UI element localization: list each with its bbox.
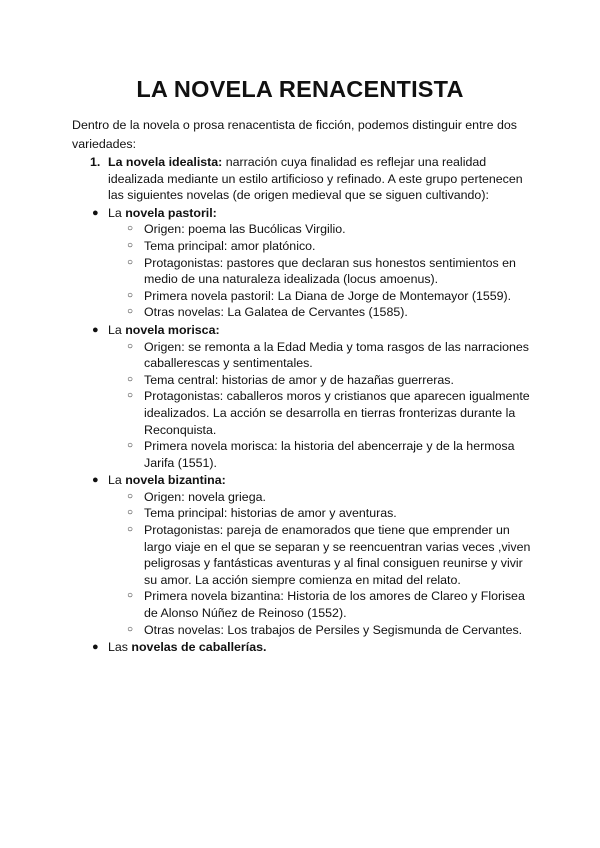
sub-list-item [72,339,532,372]
sub-list-item [72,622,532,639]
bullet-marker: ● [92,474,99,487]
bullet-label: novela bizantina: [125,473,226,488]
sub-item-text: Origen: se remonta a la Edad Media y toma rasgos de las narraciones caballerescas y sentimentales. [144,339,529,371]
sub-list-item [72,505,532,522]
sub-item-text: Otras novelas: La Galatea de Cervantes (1585). [144,305,408,320]
sub-list-item [72,304,532,321]
bullet-marker: ● [92,323,99,336]
circle-bullet-icon: ○ [127,623,134,635]
sub-list-item [72,372,532,389]
circle-bullet-icon: ○ [127,390,134,402]
sub-list-item [72,388,532,438]
bullet-list [72,205,532,656]
sub-list [108,339,532,472]
document-body [72,116,532,656]
intro-paragraph: Dentro de la novela o prosa renacentista de ficción, podemos distinguir entre dos variedades: [72,118,517,151]
sub-item-text: Protagonistas: pastores que declaran sus honestos sentimientos en medio de una naturaleza idealizada (locus amoenus). [144,255,516,287]
sub-list-item [72,238,532,255]
bullet-prefix: La [108,205,126,220]
number-marker: 1. [90,155,101,169]
circle-bullet-icon: ○ [127,289,134,301]
sub-item-text: Protagonistas: pareja de enamorados que tiene que emprender un largo viaje en el que se separan y se reencuentran varias veces ,viven peligrosas y fantásticas aventuras y al final consiguen reunirse y vivir su amor. La acción siempre comienza en mitad del relato. [144,523,531,587]
bullet-item [72,205,532,321]
circle-bullet-icon: ○ [127,223,134,235]
sub-list [108,489,532,638]
bullet-prefix: La [108,473,126,488]
sub-list-item [72,522,532,588]
bullet-marker: ● [92,206,99,219]
sub-item-text: Tema principal: historias de amor y aventuras. [144,506,397,521]
sub-list [108,221,532,321]
circle-bullet-icon: ○ [127,507,134,519]
sub-list-item [72,438,532,471]
circle-bullet-icon: ○ [127,490,134,502]
circle-bullet-icon: ○ [127,373,134,385]
sub-item-text: Origen: poema las Bucólicas Virgilio. [144,222,346,237]
numbered-item-text: narración cuya finalidad es reflejar una realidad idealizada mediante un estilo artificioso y refinado. A este grupo pertenecen las siguientes novelas (de origen medieval que se siguen cultivando): [108,155,523,203]
bullet-prefix: Las [108,640,132,655]
bullet-label: novelas de caballerías. [131,640,267,655]
sub-item-text: Primera novela bizantina: Historia de los amores de Clareo y Florisea de Alonso Núñez de Reinoso (1552). [144,589,525,621]
bullet-marker: ● [92,641,99,654]
sub-list-item [72,588,532,621]
document-title: LA NOVELA RENACENTISTA [136,76,464,102]
sub-list-item [72,489,532,506]
sub-item-text: Primera novela pastoril: La Diana de Jorge de Montemayor (1559). [144,288,512,303]
bullet-prefix: La [108,322,126,337]
circle-bullet-icon: ○ [127,590,134,602]
sub-list-item [72,221,532,238]
bullet-label: novela morisca: [125,322,220,337]
sub-item-text: Otras novelas: Los trabajos de Persiles y Segismunda de Cervantes. [144,622,523,637]
sub-item-text: Tema central: historias de amor y de hazañas guerreras. [144,372,454,387]
bullet-item [72,472,532,638]
sub-item-text: Primera novela morisca: la historia del abencerraje y de la hermosa Jarifa (1551). [144,439,515,470]
numbered-item-idealista [72,154,532,204]
bullet-label: novela pastoril: [125,205,217,220]
circle-bullet-icon: ○ [127,306,134,318]
bullet-item [72,639,532,656]
circle-bullet-icon: ○ [127,239,134,251]
bullet-item [72,322,532,471]
sub-item-text: Origen: novela griega. [144,489,266,504]
sub-list-item [72,288,532,305]
circle-bullet-icon: ○ [127,524,134,536]
sub-item-text: Protagonistas: caballeros moros y cristianos que aparecen igualmente idealizados. La acción se desarrolla en tierras fronterizas durante la Reconquista. [144,389,530,437]
circle-bullet-icon: ○ [127,340,134,352]
numbered-item-label: La novela idealista: [108,155,223,169]
circle-bullet-icon: ○ [127,256,134,268]
sub-item-text: Tema principal: amor platónico. [144,238,316,253]
sub-list-item [72,255,532,288]
circle-bullet-icon: ○ [127,440,134,452]
